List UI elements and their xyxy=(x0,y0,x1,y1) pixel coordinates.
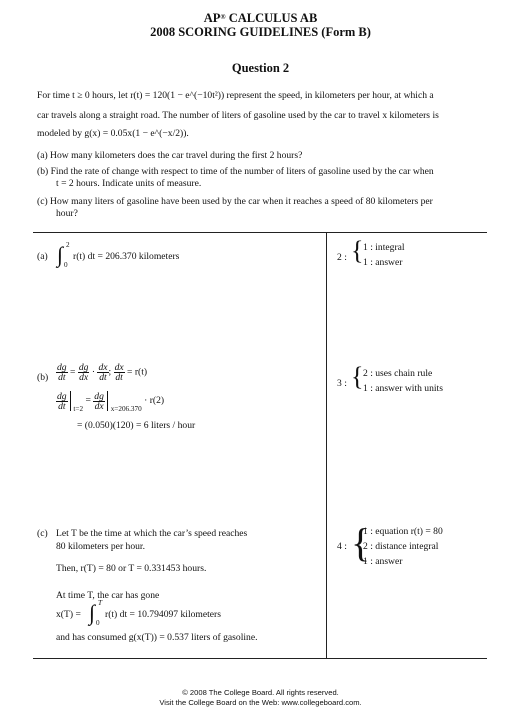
rubric-b-2: 1 : answer with units xyxy=(363,383,443,394)
points-c: 4 : xyxy=(337,541,347,552)
divider-vertical xyxy=(326,232,327,658)
question-title: Question 2 xyxy=(231,61,290,75)
solution-c-line-2: 80 kilometers per hour. xyxy=(56,541,145,552)
frac-dx-dt: $\frac{dx}{dt}$ xyxy=(98,362,108,383)
footer-copyright: © 2008 The College Board. All rights reserved. xyxy=(182,688,339,697)
problem-intro-2: car travels along a straight road. The number of liters of gasoline used by the car to travel x kilometers is xyxy=(37,110,439,121)
rubric-a-1: 1 : integral xyxy=(363,242,405,253)
solution-b-result: = (0.050)(120) = 6 liters / hour xyxy=(77,420,196,431)
points-b: 3 : xyxy=(337,378,347,389)
problem-intro-3: modeled by g(x) = 0.05x(1 − e^(−x/2)). xyxy=(37,128,189,139)
solution-c-line-5-post: r(t) dt = 10.794097 kilometers xyxy=(105,609,221,620)
integral-sign-a: ∫ 2 0 xyxy=(57,241,70,269)
frac-dg-dt: $\frac{dg}{dt}$ xyxy=(57,362,67,383)
problem-part-b-2: t = 2 hours. Indicate units of measure. xyxy=(56,178,202,189)
rubric-c-2: 2 : distance integral xyxy=(363,541,439,552)
problem-part-b-1: (b) Find the rate of change with respect to time of the number of liters of gasoline used by the car when xyxy=(37,166,434,177)
header-line-1: AP® CALCULUS AB xyxy=(203,11,318,25)
frac-dx-dt-2: $\frac{dx}{dt}$ xyxy=(114,362,124,383)
problem-intro-1: For time t ≥ 0 hours, let r(t) = 120(1 − e^(−10t²)) represent the speed, in kilometers per hour, at which a xyxy=(37,90,434,101)
problem-part-c-2: hour? xyxy=(56,208,78,219)
divider-top xyxy=(33,232,487,233)
solution-c-line-4: At time T, the car has gone xyxy=(56,590,160,601)
frac-dg-dx: $\frac{dg}{dx}$ xyxy=(78,362,89,383)
footer-website: Visit the College Board on the Web: www.collegeboard.com. xyxy=(159,698,362,707)
solution-c-line-3: Then, r(T) = 80 or T = 0.331453 hours. xyxy=(56,563,207,574)
frac-dg-dx-eval: $\frac{dg}{dx}$ xyxy=(94,390,104,412)
rubric-a-2: 1 : answer xyxy=(363,257,403,268)
solution-b-evaluation: $\frac{dg}{dt}$ $_{t=2}$ = $\frac{dg}{dx}$ $_{x=206.370}$ · r(2) xyxy=(57,390,165,414)
integral-sign-c: ∫ T 0 xyxy=(89,599,102,627)
solution-c-line-6: and has consumed g(x(T)) = 0.537 liters of gasoline. xyxy=(56,632,258,643)
solution-c-line-5-pre: x(T) = xyxy=(56,609,81,620)
solution-b-chain-rule: $\frac{dg}{dt}$ = $\frac{dg}{dx}$ · $\frac{dx}{dt}$ ; $\frac{dx}{dt}$ = r(t) xyxy=(57,362,148,383)
solution-c-label: (c) xyxy=(37,528,48,539)
header-line-2: 2008 SCORING GUIDELINES (Form B) xyxy=(150,25,371,39)
solution-a-expression: r(t) dt = 206.370 kilometers xyxy=(73,251,180,262)
rubric-c-1: 1 : equation r(t) = 80 xyxy=(363,526,443,537)
frac-dg-dt-eval: $\frac{dg}{dt}$ xyxy=(57,390,67,412)
rubric-c-3: 1 : answer xyxy=(363,556,403,567)
rubric-b-1: 2 : uses chain rule xyxy=(363,368,433,379)
problem-part-c-1: (c) How many liters of gasoline have been used by the car when it reaches a speed of 80 kilometers per xyxy=(37,196,433,207)
brace-c: { xyxy=(351,520,371,565)
brace-a: { xyxy=(351,236,364,265)
divider-bottom xyxy=(33,658,487,659)
solution-b-label: (b) xyxy=(37,372,49,383)
problem-part-a: (a) How many kilometers does the car travel during the first 2 hours? xyxy=(37,150,303,161)
points-a: 2 : xyxy=(337,252,347,263)
solution-c-line-1: Let T be the time at which the car’s speed reaches xyxy=(56,528,248,539)
solution-a-label: (a) xyxy=(37,251,48,262)
brace-b: { xyxy=(351,362,364,391)
